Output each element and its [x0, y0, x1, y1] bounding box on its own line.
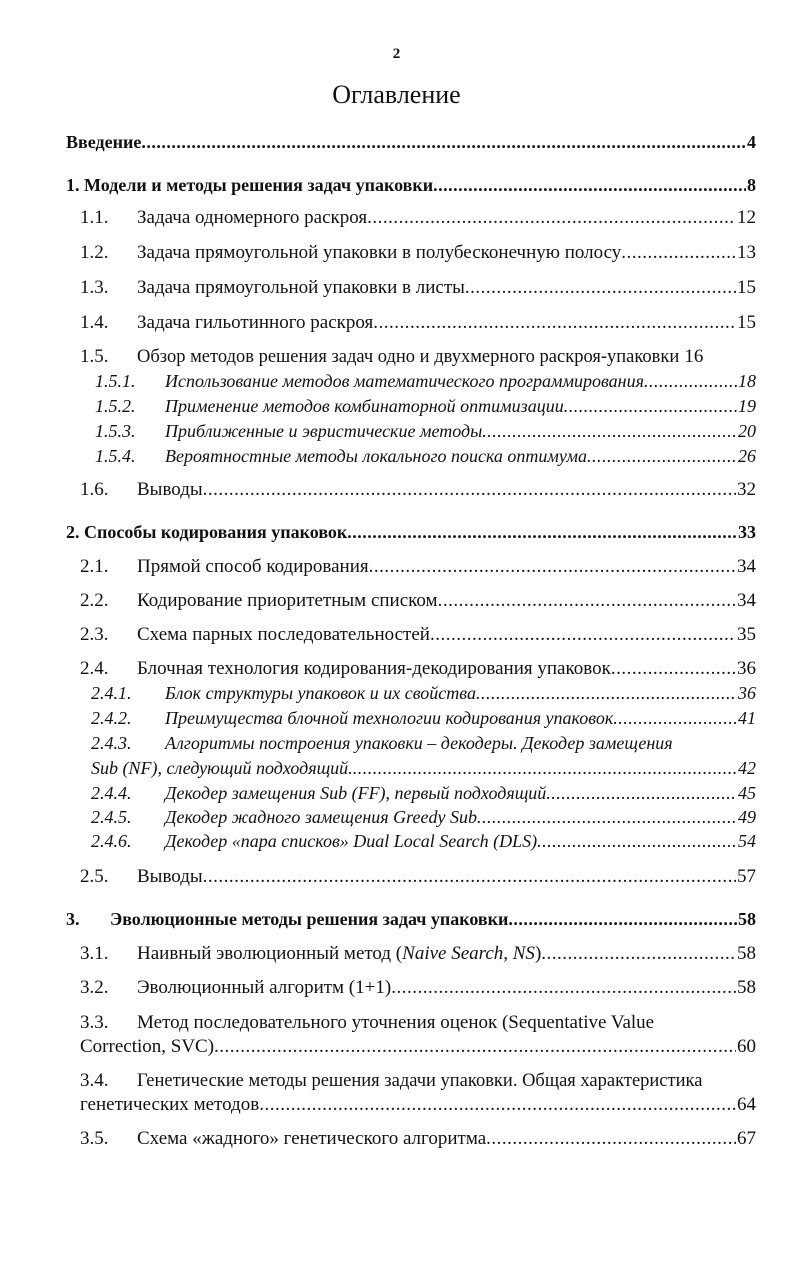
toc-entry-text: 1. Модели и методы решения задач упаковки — [66, 175, 434, 195]
toc-entry-text: Выводы — [137, 866, 203, 887]
toc-section-number: 2.4.4. — [91, 783, 132, 803]
toc-entry-1-1[interactable] — [80, 207, 756, 229]
toc-entry-text: Вероятностные методы локального поиска оптимума — [165, 446, 587, 466]
toc-entry-2-5[interactable] — [80, 866, 756, 888]
toc-section-number: 2.4. — [80, 658, 109, 679]
leader-dots — [203, 866, 736, 888]
toc-entry-2-4[interactable] — [80, 658, 756, 680]
toc-page-number: 8 — [747, 175, 756, 195]
toc-section-number: 1.4. — [80, 312, 109, 333]
toc-page-number: 26 — [738, 446, 756, 466]
toc-section-number: 3.4. — [80, 1070, 109, 1091]
toc-entry-text: Обзор методов решения задач одно и двухмерного раскроя-упаковки — [137, 347, 680, 367]
toc-entry-text: Эволюционные методы решения задач упаковки — [110, 909, 509, 929]
leader-dots — [438, 590, 736, 612]
toc-entry-chapter-1[interactable] — [66, 175, 756, 196]
leader-dots — [546, 783, 737, 804]
toc-section-number: 2.4.1. — [91, 683, 132, 703]
toc-entry-2-4-3[interactable] — [91, 733, 756, 754]
toc-entry-text: Задача прямоугольной упаковки в листы — [137, 277, 465, 298]
toc-entry-2-4-2[interactable] — [91, 708, 756, 729]
page-title: Оглавление — [332, 80, 461, 109]
toc-section-number: 2.4.2. — [91, 708, 132, 728]
toc-entry-text: Задача гильотинного раскроя — [137, 312, 374, 333]
leader-dots — [369, 556, 736, 578]
toc-section-number: 1.6. — [80, 479, 109, 500]
toc-entry-text: 2. Способы кодирования упаковок — [66, 522, 348, 542]
toc-page-number: 36 — [738, 683, 756, 703]
toc-entry-2-4-6[interactable] — [91, 831, 756, 852]
leader-dots — [430, 624, 736, 646]
toc-section-number: 1.5.4. — [95, 446, 136, 466]
leader-dots — [433, 175, 746, 196]
toc-entry-1-5-4[interactable] — [95, 446, 756, 467]
toc-entry-3-3-continuation[interactable] — [80, 1036, 756, 1058]
toc-page-number: 35 — [737, 624, 756, 645]
toc-entry-2-4-3-continuation[interactable] — [91, 758, 756, 779]
toc-section-number: 3.3. — [80, 1012, 109, 1033]
toc-page-number: 64 — [737, 1094, 756, 1115]
leader-dots — [259, 1094, 736, 1116]
toc-entry-chapter-3[interactable] — [66, 909, 756, 930]
toc-section-number: 1.5.2. — [95, 396, 136, 416]
toc-entry-text: Схема парных последовательностей — [137, 624, 430, 645]
toc-entry-1-5[interactable] — [80, 346, 756, 368]
toc-page-number: 15 — [737, 312, 756, 333]
toc-entry-text: Схема «жадного» генетического алгоритма — [137, 1128, 487, 1149]
toc-page-number: 58 — [738, 909, 756, 929]
toc-entry-3-4-continuation[interactable] — [80, 1094, 756, 1116]
toc-entry-text-continuation: Correction, SVC) — [80, 1036, 215, 1057]
leader-dots — [141, 132, 746, 153]
leader-dots — [476, 683, 737, 704]
toc-entry-2-4-5[interactable] — [91, 807, 756, 828]
toc-page-number: 34 — [737, 556, 756, 577]
toc-entry-text: Блок структуры упаковок и их свойства — [165, 683, 476, 703]
leader-dots — [537, 831, 737, 852]
toc-page-number: 60 — [737, 1036, 756, 1057]
toc-section-number: 3.1. — [80, 943, 109, 964]
toc-entry-3-5[interactable] — [80, 1128, 756, 1150]
toc-entry-2-2[interactable] — [80, 590, 756, 612]
leader-dots — [391, 977, 736, 999]
leader-dots — [587, 446, 737, 467]
toc-page-number: 32 — [737, 479, 756, 500]
toc-entry-chapter-2[interactable] — [66, 522, 756, 543]
toc-entry-text-italic: Naive Search, NS — [402, 943, 535, 964]
toc-page-number: 33 — [738, 522, 756, 542]
leader-dots — [367, 207, 736, 229]
toc-entry-text: Блочная технология кодирования-декодирования упаковок — [137, 658, 611, 679]
toc-section-number: 1.5.1. — [95, 371, 136, 391]
toc-entry-text-continuation: Sub (NF), следующий подходящий. — [91, 758, 353, 778]
toc-page-number: 67 — [737, 1128, 756, 1149]
toc-entry-text: Декодер «пара списков» Dual Local Search (DLS) — [165, 831, 538, 851]
leader-dots — [203, 479, 736, 501]
leader-dots — [644, 371, 737, 392]
toc-entry-1-5-3[interactable] — [95, 421, 756, 442]
toc-page-number: 58 — [737, 977, 756, 998]
toc-entry-text: Генетические методы решения задачи упаковки. Общая характеристика — [137, 1071, 703, 1091]
toc-section-number: 1.1. — [80, 207, 109, 228]
leader-dots — [465, 277, 736, 299]
leader-dots — [611, 658, 736, 680]
toc-page-number: 36 — [737, 658, 756, 679]
toc-page-number: 13 — [737, 242, 756, 263]
toc-entry-text: Прямой способ кодирования — [137, 556, 369, 577]
toc-section-number: 2.4.5. — [91, 807, 132, 827]
leader-dots — [214, 1036, 736, 1058]
toc-section-number: 1.5.3. — [95, 421, 136, 441]
toc-entry-2-3[interactable] — [80, 624, 756, 646]
toc-entry-text-suffix: ) — [534, 943, 542, 964]
toc-entry-text: Декодер жадного замещения Greedy Sub — [165, 807, 477, 827]
toc-page-number: 19 — [738, 396, 756, 416]
toc-page-number: 49 — [738, 807, 756, 827]
leader-dots — [482, 421, 737, 442]
leader-dots — [486, 1128, 736, 1150]
toc-page-number: 41 — [738, 708, 756, 728]
toc-entry-text: Применение методов комбинаторной оптимизации — [165, 396, 564, 416]
toc-page-number: 16 — [684, 346, 704, 367]
toc-page-number: 45 — [738, 783, 756, 803]
leader-dots — [541, 943, 736, 965]
toc-page-number: 15 — [737, 277, 756, 298]
toc-section-number: 3.5. — [80, 1128, 109, 1149]
toc-entry-3-3[interactable] — [80, 1012, 756, 1034]
toc-entry-text: Приближенные и эвристические методы — [165, 421, 483, 441]
toc-entry-text-continuation: генетических методов — [80, 1094, 260, 1115]
toc-section-number: 3.2. — [80, 977, 109, 998]
toc-section-number: 1.2. — [80, 242, 109, 263]
toc-page-number: 20 — [738, 421, 756, 441]
leader-dots — [373, 312, 736, 334]
toc-entry-text: Метод последовательного уточнения оценок (Sequentative Value — [137, 1012, 655, 1033]
toc-entry-text: Алгоритмы построения упаковки – декодеры. Декодер замещения — [165, 733, 673, 753]
toc-page-number: 34 — [737, 590, 756, 611]
toc-entry-text: Эволюционный алгоритм (1+1) — [137, 977, 392, 998]
toc-entry-text: Введение — [66, 132, 142, 152]
toc-section-number: 1.5. — [80, 346, 109, 367]
leader-dots — [353, 758, 737, 779]
toc-entry-text: Кодирование приоритетным списком — [137, 590, 438, 611]
leader-dots — [508, 909, 737, 930]
toc-entry-text: Преимущества блочной технологии кодирования упаковок — [165, 708, 614, 728]
page-number: 2 — [392, 46, 401, 62]
toc-entry-3-1[interactable] — [80, 943, 756, 965]
toc-entry-text: Выводы — [137, 479, 203, 500]
toc-section-number: 3. — [66, 909, 80, 929]
toc-entry-2-4-4[interactable] — [91, 783, 756, 804]
leader-dots — [477, 807, 737, 828]
toc-entry-1-4[interactable] — [80, 312, 756, 334]
toc-entry-text: Задача одномерного раскроя — [137, 207, 368, 228]
toc-entry-2-4-1[interactable] — [91, 683, 756, 704]
leader-dots — [621, 242, 736, 264]
toc-section-number: 2.1. — [80, 556, 109, 577]
toc-page-number: 12 — [737, 207, 756, 228]
toc-entry-1-5-2[interactable] — [95, 396, 756, 417]
toc-entry-3-2[interactable] — [80, 977, 756, 999]
toc-entry-text: Использование методов математического программирования — [165, 371, 644, 391]
toc-page-number: 58 — [737, 943, 756, 964]
toc-page-number: 54 — [738, 831, 756, 851]
toc-entry-1-2[interactable] — [80, 242, 756, 264]
leader-dots — [564, 396, 737, 417]
toc-page-number: 4 — [747, 132, 756, 152]
toc-entry-1-5-1[interactable] — [95, 371, 756, 392]
toc-section-number: 2.5. — [80, 866, 109, 887]
toc-section-number: 2.4.3. — [91, 733, 132, 753]
leader-dots — [347, 522, 737, 543]
toc-entry-text: Декодер замещения Sub (FF), первый подходящий — [165, 783, 547, 803]
toc-entry-1-3[interactable] — [80, 277, 756, 299]
toc-section-number: 1.3. — [80, 277, 109, 298]
leader-dots — [613, 708, 737, 729]
toc-page-number: 18 — [738, 371, 756, 391]
toc-section-number: 2.4.6. — [91, 831, 132, 851]
toc-entry-intro[interactable] — [66, 132, 756, 153]
toc-page-number: 57 — [737, 866, 756, 887]
toc-entry-1-6[interactable] — [80, 479, 756, 501]
toc-page-number: 42 — [738, 758, 756, 778]
toc-section-number: 2.2. — [80, 590, 109, 611]
toc-entry-text: Задача прямоугольной упаковки в полубесконечную полосу — [137, 242, 622, 263]
toc-entry-2-1[interactable] — [80, 556, 756, 578]
toc-entry-text-prefix: Наивный эволюционный метод ( — [137, 943, 403, 964]
toc-section-number: 2.3. — [80, 624, 109, 645]
toc-entry-3-4[interactable] — [80, 1070, 756, 1092]
